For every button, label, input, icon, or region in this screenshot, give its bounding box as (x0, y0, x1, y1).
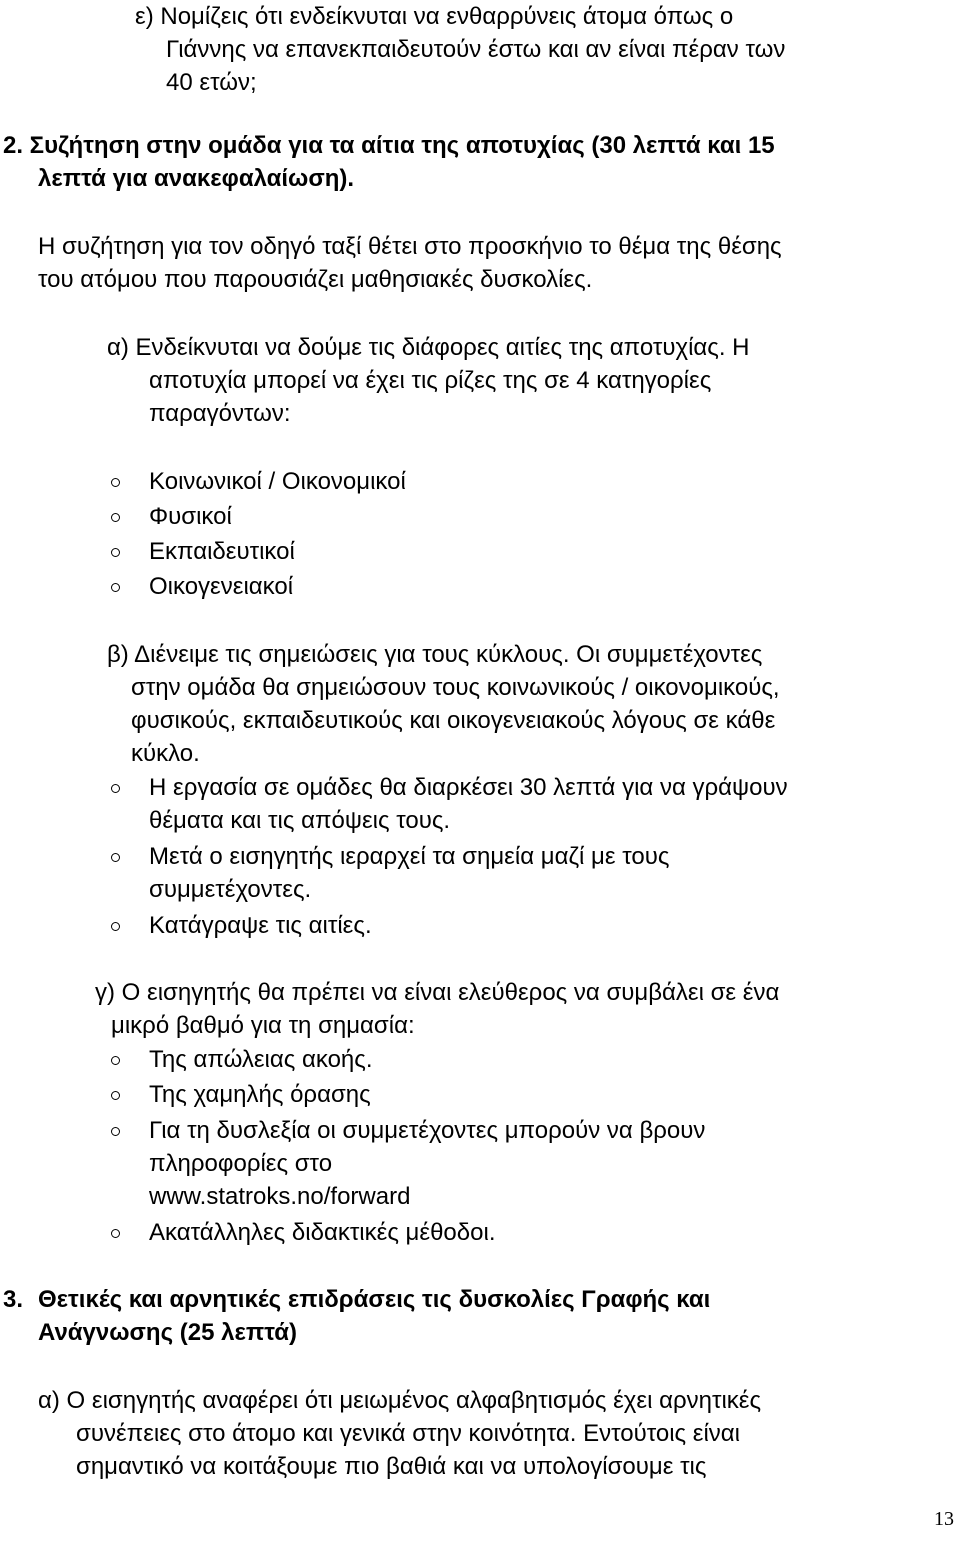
item-c-line: μικρό βαθμό για τη σημασία: (111, 1012, 415, 1039)
section-3-a-line: συνέπειες στο άτομο και γενικά στην κοινότητα. Εντούτοις είναι (76, 1420, 740, 1447)
item-b-line: κύκλο. (131, 740, 200, 767)
item-c-bullet: Της χαμηλής όρασης (149, 1081, 371, 1108)
bullet-icon (111, 853, 120, 862)
bullet-icon (111, 1127, 120, 1136)
item-c-line: γ) Ο εισηγητής θα πρέπει να είναι ελεύθερος να συμβάλει σε ένα (95, 979, 780, 1006)
section-3-heading: Ανάγνωσης (25 λεπτά) (38, 1319, 297, 1346)
factor-list-item: Κοινωνικοί / Οικονομικοί (149, 468, 406, 495)
factor-list-item: Εκπαιδευτικοί (149, 538, 295, 565)
item-b-bullet: συμμετέχοντες. (149, 876, 312, 903)
factor-list-item: Φυσικοί (149, 503, 232, 530)
bullet-icon (111, 1229, 120, 1238)
intro-paragraph-line: του ατόμου που παρουσιάζει μαθησιακές δυσκολίες. (38, 266, 593, 293)
item-a-line: αποτυχία μπορεί να έχει τις ρίζες της σε 4 κατηγορίες (149, 367, 712, 394)
bullet-icon (111, 548, 120, 557)
item-a-line: παραγόντων: (149, 400, 291, 427)
section-3-a-line: α) Ο εισηγητής αναφέρει ότι μειωμένος αλφαβητισμός έχει αρνητικές (38, 1387, 762, 1414)
statroks-link[interactable]: www.statroks.no/forward (149, 1183, 411, 1210)
item-a-line: α) Ενδείκνυται να δούμε τις διάφορες αιτίες της αποτυχίας. Η (107, 334, 750, 361)
section-3-number: 3. (3, 1286, 24, 1313)
item-b-bullet: Μετά ο εισηγητής ιεραρχεί τα σημεία μαζί με τους (149, 843, 670, 870)
question-e-line: 40 ετών; (166, 69, 257, 96)
item-c-bullet: πληροφορίες στο (149, 1150, 333, 1177)
bullet-icon (111, 513, 120, 522)
item-b-bullet: Κατάγραψε τις αιτίες. (149, 912, 372, 939)
bullet-icon (111, 478, 120, 487)
section-2-heading: λεπτά για ανακεφαλαίωση). (38, 165, 355, 192)
section-3-a-line: σημαντικό να κοιτάξουμε πιο βαθιά και να υπολογίσουμε τις (76, 1453, 707, 1480)
factor-list-item: Οικογενειακοί (149, 573, 294, 600)
bullet-icon (111, 1091, 120, 1100)
item-b-line: φυσικούς, εκπαιδευτικούς και οικογενειακούς λόγους σε κάθε (131, 707, 776, 734)
question-e-line: ε) Νομίζεις ότι ενδείκνυται να ενθαρρύνεις άτομα όπως ο (135, 3, 734, 30)
item-b-bullet: Η εργασία σε ομάδες θα διαρκέσει 30 λεπτά για να γράψουν (149, 774, 788, 801)
intro-paragraph-line: Η συζήτηση για τον οδηγό ταξί θέτει στο προσκήνιο το θέμα της θέσης (38, 233, 782, 260)
item-b-bullet: θέματα και τις απόψεις τους. (149, 807, 451, 834)
item-c-bullet: Της απώλειας ακοής. (149, 1046, 373, 1073)
question-e-line: Γιάννης να επανεκπαιδευτούν έστω και αν είναι πέραν των (166, 36, 786, 63)
section-2-heading: 2. Συζήτηση στην ομάδα για τα αίτια της αποτυχίας (30 λεπτά και 15 (3, 132, 775, 159)
bullet-icon (111, 784, 120, 793)
item-c-bullet: Για τη δυσλεξία οι συμμετέχοντες μπορούν να βρουν (149, 1117, 706, 1144)
section-3-heading: Θετικές και αρνητικές επιδράσεις τις δυσκολίες Γραφής και (38, 1286, 711, 1313)
item-b-line: στην ομάδα θα σημειώσουν τους κοινωνικούς / οικονομικούς, (131, 674, 780, 701)
bullet-icon (111, 583, 120, 592)
item-b-line: β) Διένειμε τις σημειώσεις για τους κύκλους. Οι συμμετέχοντες (107, 641, 763, 668)
page-number: 13 (934, 1508, 954, 1530)
bullet-icon (111, 1056, 120, 1065)
item-c-bullet: Ακατάλληλες διδακτικές μέθοδοι. (149, 1219, 496, 1246)
bullet-icon (111, 922, 120, 931)
